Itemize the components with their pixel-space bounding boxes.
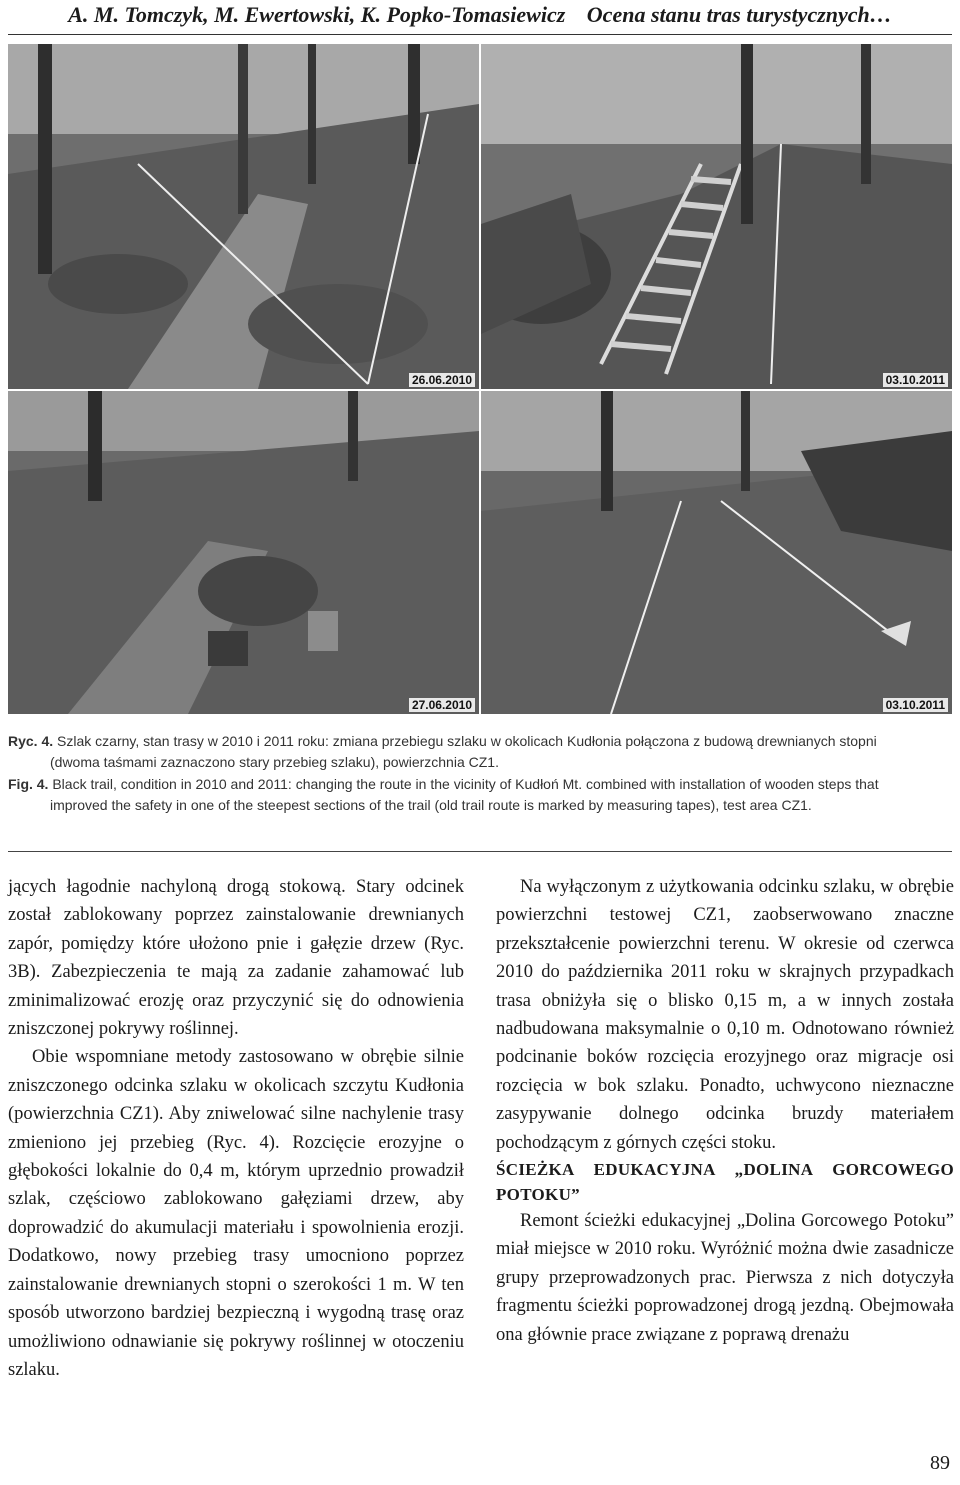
figure-4 — [8, 44, 952, 714]
caption-text-line: improved the safety in one of the steepest sections of the trail (old trail route is marked by measuring tapes), test area CZ1. — [50, 797, 812, 813]
old-trail-tapes-image — [481, 391, 952, 714]
photo-date-stamp: 27.06.2010 — [409, 698, 475, 712]
paragraph: jących łagodnie nachyloną drogą stokową. Stary odcinek został zablokowany poprzez zainstalowanie drewnianych zapór, pomiędzy które ułożono pnie i gałęzie drzew (Ryc. 3B). Zabezpieczenia te mają za zadanie zahamować lub zminimalizować erozję oraz przyczynić się do odnowienia zniszczonej pokrywy roślinnej. — [8, 877, 464, 1040]
header-authors: A. M. Tomczyk, M. Ewertowski, K. Popko-Tomasiewicz — [68, 2, 566, 27]
photo-bottom-left — [8, 391, 479, 714]
caption-label: Fig. 4. — [8, 776, 49, 792]
figure-caption-polish — [8, 731, 952, 773]
photo-top-left — [8, 44, 479, 389]
section-heading: ŚCIEŻKA EDUKACYJNA „DOLINA GORCOWEGO POTOKU” — [496, 1160, 954, 1205]
paragraph: Remont ścieżki edukacyjnej „Dolina Gorcowego Potoku” miał miejsce w 2010 roku. Wyróżnić można dwie zasadnicze grupy przeprowadzonych prac. Pierwsza z nich dotyczyła fragmentu ścieżki poprowadzonej drogą jezdną. Obejmowała ona głównie prace związane z poprawą drenażu — [496, 1211, 954, 1345]
photo-top-right — [481, 44, 952, 389]
header-rule — [8, 34, 952, 35]
running-header — [0, 2, 960, 28]
photo-date-stamp: 26.06.2010 — [409, 373, 475, 387]
photo-date-stamp: 03.10.2011 — [883, 373, 948, 387]
section-rule — [8, 851, 952, 852]
caption-text-line: (dwoma taśmami zaznaczono stary przebieg szlaku), powierzchnia CZ1. — [50, 754, 499, 770]
figure-caption-english — [8, 774, 952, 816]
body-column-left — [8, 873, 464, 1384]
photo-date-stamp: 03.10.2011 — [883, 698, 948, 712]
caption-label: Ryc. 4. — [8, 733, 54, 749]
forest-slope-image — [8, 44, 479, 389]
page-number: 89 — [930, 1452, 950, 1474]
wooden-steps-image — [481, 44, 952, 389]
caption-text-line: Black trail, condition in 2010 and 2011: changing the route in the vicinity of Kudłoń Mt. combined with installation of wooden steps that — [52, 776, 879, 792]
eroded-trail-image — [8, 391, 479, 714]
header-title: Ocena stanu tras turystycznych… — [586, 2, 892, 27]
caption-text-line: Szlak czarny, stan trasy w 2010 i 2011 roku: zmiana przebiegu szlaku w okolicach Kudłonia połączona z budową drewnianych stopni — [57, 733, 877, 749]
paragraph: Obie wspomniane metody zastosowano w obrębie silnie zniszczonego odcinka szlaku w okolicach szczytu Kudłonia (powierzchnia CZ1). Aby zniwelować silne nachylenie trasy zmieniono jej przebieg (Ryc. 4). Rozcięcie erozyjne o głębokości lokalnie do 0,4 m, którym uprzednio prowadził szlak, częściowo zablokowano gałęziami drzew, aby doprowadzić do akumulacji materiału i spowolnienia erozji. Dodatkowo, nowy przebieg trasy umocniono poprzez zainstalowanie drewnianych stopni o szerokości 1 m. W ten sposób utworzono bardziej bezpieczną i wygodną trasę oraz umożliwiono odnawianie się pokrywy roślinnej w otoczeniu szlaku. — [8, 1047, 464, 1380]
body-column-right — [496, 873, 954, 1349]
paragraph: Na wyłączonym z użytkowania odcinku szlaku, w obrębie powierzchni testowej CZ1, zaobserwowano znaczne przekształcenie powierzchni terenu. W okresie od czerwca 2010 do października 2011 roku w skrajnych przypadkach trasa obniżyła się o blisko 0,15 m, a w innych została nadbudowana maksymalnie o 0,10 m. Odnotowano również podcinanie boków rozcięcia erozyjnego oraz migracje osi rozcięcia w bok szlaku. Ponadto, uchwycono nieznaczne zasypywanie dolnego odcinka bruzdy materiałem pochodzącym z górnych części stoku. — [496, 877, 954, 1153]
photo-bottom-right — [481, 391, 952, 714]
